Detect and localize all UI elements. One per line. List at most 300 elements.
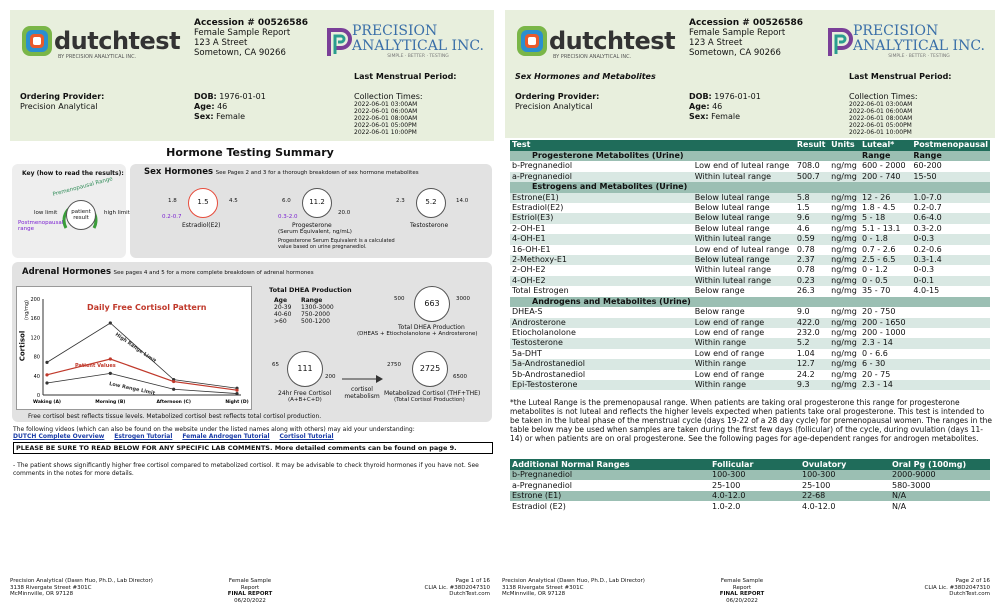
footer xyxy=(502,578,990,604)
footer-city: McMinnville, OR 97128 xyxy=(10,591,74,597)
table-cell: 15-50 xyxy=(911,172,990,182)
table-cell: 25-100 xyxy=(712,480,741,490)
section-row xyxy=(510,151,990,161)
table-cell xyxy=(911,349,990,359)
sex-head xyxy=(144,167,419,177)
footer-center xyxy=(220,578,280,604)
table-cell: 232.0 xyxy=(796,327,820,337)
table-cell: 0.59 xyxy=(795,234,829,244)
footer-lab: Precision Analytical (Dawn Huo, Ph.D., Lab Director) xyxy=(502,578,645,584)
table-cell: 100-300 xyxy=(710,470,800,481)
table-cell: 0-0.3 xyxy=(913,265,935,275)
analytical-word: ANALYTICAL INC. xyxy=(853,38,985,54)
table-cell: a-Pregnanediol xyxy=(512,480,572,490)
time-1: 2022-06-01 06:00AM xyxy=(354,108,418,115)
table-cell: 4-OH-E2 xyxy=(510,276,693,286)
footer-street: 3138 Rivergate Street #301C xyxy=(10,584,92,591)
table-cell: ng/mg xyxy=(831,161,857,171)
table-cell: Within luteal range xyxy=(693,172,795,182)
footer-report: Female Sample Report xyxy=(228,578,272,591)
table-cell: ng/mg xyxy=(831,307,857,317)
street: 123 A Street xyxy=(194,38,248,48)
table-cell: Total Estrogen xyxy=(512,286,569,296)
table-cell: ng/mg xyxy=(829,338,860,348)
report-header xyxy=(505,10,995,138)
table-cell: 4.0-12.0 xyxy=(802,501,836,511)
col-result: Result xyxy=(795,140,829,151)
precision-logo xyxy=(827,24,985,59)
key-high: high limit xyxy=(104,210,130,216)
provider-block xyxy=(20,92,104,112)
data-point xyxy=(172,380,175,383)
table-cell: 5a-DHT xyxy=(512,348,542,358)
precision-word: PRECISION xyxy=(853,23,939,39)
dutch-wordmark: dutchtest xyxy=(54,27,181,55)
table-cell: Estradiol(E2) xyxy=(512,203,564,213)
table-row xyxy=(510,318,990,328)
add-col-2: Ovulatory xyxy=(800,459,890,470)
table-row xyxy=(510,255,990,265)
precision-tagline: SIMPLE · BETTER · TESTING xyxy=(888,54,950,59)
table-cell: 5.8 xyxy=(795,193,829,203)
precision-logo-icon xyxy=(827,26,853,58)
table-cell: 0.3-1.4 xyxy=(911,255,990,265)
links-text: The following videos (which can also be found on the website under the listed names along with others) may aid your understanding: xyxy=(13,426,415,433)
lmp-label: Last Menstrual Period: xyxy=(849,72,952,81)
footer-final: FINAL REPORT xyxy=(227,591,273,597)
metabolized-cortisol-sub: (Total Cortisol Production) xyxy=(394,397,465,403)
table-row xyxy=(510,491,990,502)
table-cell: 200 - 740 xyxy=(860,172,911,182)
link-overview[interactable]: DUTCH Complete Overview xyxy=(13,433,105,440)
add-col-3: Oral Pg (100mg) xyxy=(890,459,990,470)
key-arc-label: Premenopausal Range xyxy=(52,176,114,198)
footer-right xyxy=(925,578,991,598)
table-cell: 500.7 xyxy=(795,172,829,182)
age-value: 46 xyxy=(712,102,723,111)
testosterone-gauge xyxy=(416,188,446,218)
table-cell: 0.78 xyxy=(796,265,815,275)
dhea-title: Total DHEA Production xyxy=(269,286,352,294)
table-cell: Estrone(E1) xyxy=(510,193,693,203)
table-cell: 2.3 - 14 xyxy=(860,338,911,348)
estradiol-low: 1.8 xyxy=(168,198,177,204)
col-luteal: Luteal* xyxy=(860,140,911,151)
dhea-gauge xyxy=(414,286,450,322)
footer-final: FINAL REPORT xyxy=(719,591,765,597)
table-row xyxy=(510,224,990,234)
table-cell: 600 - 2000 xyxy=(862,161,906,171)
dhea-range: 1300-3000 xyxy=(301,304,334,311)
link-cortisol[interactable]: Cortisol Tutorial xyxy=(279,433,334,440)
table-cell xyxy=(911,370,990,380)
footer-city: McMinnville, OR 97128 xyxy=(502,591,566,597)
dhea-age: 40-60 xyxy=(274,311,292,318)
lmp-label: Last Menstrual Period: xyxy=(354,72,457,81)
time-2: 2022-06-01 08:00AM xyxy=(849,115,913,122)
high-limit-label: High Range Limit xyxy=(113,331,158,365)
table-row xyxy=(510,501,990,512)
table-cell xyxy=(911,338,990,348)
progesterone-sub: (Serum Equivalent, ng/mL) xyxy=(278,229,352,235)
testosterone-value: 5.2 xyxy=(425,198,437,206)
table-cell: 20 - 750 xyxy=(862,307,896,317)
table-cell: Below luteal range xyxy=(694,203,770,213)
table-cell: 2.37 xyxy=(795,255,829,265)
dhea-age: >60 xyxy=(274,318,287,325)
precision-word: PRECISION xyxy=(352,23,438,39)
luteal-footnote: *the Luteal Range is the premenopausal range. When patients are taking oral progesterone this range for progesterone metabolites is not luteal and reflects the higher levels expected when patients take oral progesterone. This test is intended to be taken in the luteal phase of the menstrual cycle (days 19-22 of a 28 day cycle) for premenopausal women. The ranges in the table below may be used when samples are taken during the first few days (follicular) of the cycle, during ovulation (days 11-14) or when patients are on oral progesterone. See the following pages for age-dependent ranges for androgen metabolites. xyxy=(510,398,993,443)
table-cell xyxy=(829,151,860,161)
links-block xyxy=(13,426,493,440)
table-cell: 4-OH-E1 xyxy=(510,234,693,244)
table-cell: ng/mg xyxy=(829,193,860,203)
table-cell: Within luteal range xyxy=(693,276,795,286)
table-cell: 9.3 xyxy=(795,380,829,390)
free-cortisol-high: 200 xyxy=(325,374,336,380)
footer-date: 06/20/2022 xyxy=(234,597,266,604)
table-cell: ng/mg xyxy=(829,234,860,244)
sex-value: Female xyxy=(711,112,741,121)
footer-site: DutchTest.com xyxy=(949,591,990,597)
arrow-icon xyxy=(340,374,384,384)
cortisol-plot xyxy=(17,287,253,411)
table-cell: 9.6 xyxy=(795,213,829,223)
data-point xyxy=(45,361,48,364)
provider-name: Precision Analytical xyxy=(20,102,98,111)
table-cell: 4.6 xyxy=(796,223,810,233)
table-cell: 0 - 6.6 xyxy=(862,348,888,358)
free-cortisol-name: 24hr Free Cortisol xyxy=(278,390,332,397)
table-cell xyxy=(829,297,860,307)
table-cell: Etiocholanolone xyxy=(512,327,576,337)
table-cell: ng/mg xyxy=(829,172,860,182)
table-row xyxy=(510,470,990,481)
time-3: 2022-06-01 05:00PM xyxy=(849,122,912,129)
y-tick-label: 120 xyxy=(30,335,40,342)
dhea-range: 750-2000 xyxy=(301,311,330,318)
table-cell: ng/mg xyxy=(829,359,860,369)
table-cell xyxy=(795,182,829,192)
footer-street: 3138 Rivergate Street #301C xyxy=(502,584,584,591)
x-tick-label: Morning (B) xyxy=(95,400,126,405)
summary-title: Hormone Testing Summary xyxy=(166,146,334,159)
collection-times xyxy=(354,92,423,136)
table-cell: Below luteal range xyxy=(693,193,795,203)
y-tick-label: 80 xyxy=(33,354,40,361)
table-cell: 16-OH-E1 xyxy=(512,244,551,254)
sex-desc: See Pages 2 and 3 for a thorough breakdown of sex hormone metabolites xyxy=(215,170,419,176)
table-cell: a-Pregnanediol xyxy=(510,172,693,182)
table-cell: 2.5 - 6.5 xyxy=(860,255,911,265)
table-cell: b-Pregnanediol xyxy=(510,470,710,481)
table-cell: 0.23 xyxy=(795,276,829,286)
table-row xyxy=(510,349,990,359)
table-cell: 60-200 xyxy=(913,161,942,171)
dhea-range: 500-1200 xyxy=(301,318,330,325)
table-cell: Within range xyxy=(693,359,795,369)
table-cell: Epi-Testosterone xyxy=(510,380,693,390)
table-cell: 0.2-0.7 xyxy=(913,203,942,213)
provider-name: Precision Analytical xyxy=(515,102,593,111)
table-cell: Range xyxy=(860,151,911,161)
cortisol-chart xyxy=(16,286,252,410)
table-cell xyxy=(911,318,990,328)
x-tick-label: Waking (A) xyxy=(33,400,61,405)
sex-hormones-box xyxy=(130,164,492,258)
adrenal-foot: Free cortisol best reflects tissue levels. Metabolized cortisol best reflects total cortisol production. xyxy=(28,413,322,420)
table-cell: Low end of range xyxy=(693,318,795,328)
free-cortisol-gauge xyxy=(287,351,323,387)
table-cell: 0.7 - 2.6 xyxy=(862,244,896,254)
table-cell xyxy=(693,297,795,307)
key-title: Key (how to read the results): xyxy=(22,170,124,177)
table-cell: Range xyxy=(911,151,990,161)
collection-label: Collection Times: xyxy=(354,92,423,101)
table-cell: 200 - 1650 xyxy=(860,318,911,328)
range-header: Range xyxy=(301,297,323,304)
accession-block xyxy=(689,18,803,58)
table-cell: b-Pregnanediol xyxy=(512,161,573,171)
metabolized-cortisol-gauge xyxy=(412,351,448,387)
table-cell: 6 - 30 xyxy=(860,359,911,369)
dhea-value: 663 xyxy=(424,299,440,308)
metabolized-cortisol-name: Metabolized Cortisol (THF+THE) xyxy=(384,390,481,397)
age-header: Age xyxy=(274,297,288,304)
accession-number: Accession # 00526586 xyxy=(194,18,309,28)
table-cell: 5a-Androstanediol xyxy=(510,359,693,369)
table-cell: 35 - 70 xyxy=(862,286,891,296)
footer-clia: CLIA Lic. #38D2047310 xyxy=(924,584,990,591)
age-value: 46 xyxy=(217,102,228,111)
table-cell: Within range xyxy=(693,338,795,348)
data-point xyxy=(235,389,238,392)
col-test: Test xyxy=(510,140,693,151)
link-androgen[interactable]: Female Androgen Tutorial xyxy=(182,433,270,440)
table-cell: 20 - 75 xyxy=(862,369,891,379)
chart-title: Daily Free Cortisol Pattern xyxy=(87,303,207,312)
table-cell: Below luteal range xyxy=(693,255,795,265)
age-label: Age: xyxy=(194,102,215,111)
table-cell: Below range xyxy=(694,286,745,296)
city: Sometown, CA 90266 xyxy=(689,48,781,58)
table-cell: Low end of range xyxy=(694,348,765,358)
report-page-2 xyxy=(502,0,1000,612)
progesterone-gauge xyxy=(302,188,332,218)
table-cell: Within luteal range xyxy=(694,265,772,275)
table-row xyxy=(510,370,990,380)
adrenal-desc: See pages 4 and 5 for a more complete breakdown of adrenal hormones xyxy=(113,270,314,276)
metabolized-cortisol-low: 2750 xyxy=(387,362,401,368)
table-row xyxy=(510,338,990,348)
table-cell xyxy=(829,182,860,192)
table-cell: 422.0 xyxy=(795,318,829,328)
table-cell: Within luteal range xyxy=(693,234,795,244)
dob-value: 1976-01-01 xyxy=(219,92,266,101)
report-name: Female Sample Report xyxy=(689,28,786,38)
adrenal-title: Adrenal Hormones xyxy=(22,267,111,277)
analytical-word: ANALYTICAL INC. xyxy=(352,38,484,54)
table-cell: 2.3 - 14 xyxy=(860,380,911,390)
table-cell: 1.0-2.0 xyxy=(712,501,741,511)
provider-block xyxy=(515,92,599,112)
table-row xyxy=(510,213,990,223)
table-row xyxy=(510,307,990,317)
table-cell xyxy=(860,297,911,307)
table-cell: ng/mg xyxy=(831,223,857,233)
col-status xyxy=(693,140,795,151)
table-cell: Low end of range xyxy=(694,369,765,379)
dhea-age: 20-39 xyxy=(274,304,292,311)
provider-label: Ordering Provider: xyxy=(515,92,600,101)
results-table xyxy=(510,140,990,390)
table-cell: ng/mg xyxy=(829,255,860,265)
add-col-0: Additional Normal Ranges xyxy=(510,459,710,470)
table-cell: Estradiol (E2) xyxy=(512,501,566,511)
dutch-logo xyxy=(515,24,675,58)
section-row xyxy=(510,297,990,307)
table-cell: ng/mg xyxy=(831,203,857,213)
table-cell: 0.78 xyxy=(796,244,815,254)
section-title: Sex Hormones and Metabolites xyxy=(515,72,656,81)
dob-value: 1976-01-01 xyxy=(714,92,761,101)
y-tick-label: 0 xyxy=(36,393,40,399)
table-cell: 1.04 xyxy=(796,348,815,358)
table-row xyxy=(510,234,990,244)
dutch-logo-icon xyxy=(515,24,549,58)
time-3: 2022-06-01 05:00PM xyxy=(354,122,417,129)
table-cell xyxy=(693,182,795,192)
collection-label: Collection Times: xyxy=(849,92,918,101)
dhea-table xyxy=(274,297,334,325)
table-cell: ng/mg xyxy=(831,327,857,337)
patient-block xyxy=(689,92,761,122)
table-row xyxy=(510,161,990,171)
table-cell: 708.0 xyxy=(796,161,820,171)
precision-logo xyxy=(326,24,484,59)
table-row xyxy=(510,480,990,491)
table-cell: 0-0.3 xyxy=(911,234,990,244)
dob-label: DOB: xyxy=(194,92,217,101)
dutch-submark: BY PRECISION ANALYTICAL INC. xyxy=(58,54,137,60)
key-center: patient result xyxy=(71,209,91,221)
table-cell: ng/mg xyxy=(829,318,860,328)
table-cell: 0 - 1.8 xyxy=(860,234,911,244)
y-axis-label: Cortisol xyxy=(18,330,27,362)
data-point xyxy=(235,392,238,395)
estradiol-value: 1.5 xyxy=(197,198,209,206)
table-cell: 580-3000 xyxy=(892,480,931,490)
page-number: Page 1 of 16 xyxy=(455,578,490,584)
table-cell: 200 - 1000 xyxy=(862,327,906,337)
progesterone-low: 6.0 xyxy=(282,198,291,204)
sex-label: Sex: xyxy=(194,112,214,121)
col-post: Postmenopausal xyxy=(913,140,988,150)
testosterone-high: 14.0 xyxy=(456,198,469,204)
dutch-wordmark: dutchtest xyxy=(549,27,676,55)
low-limit-label: Low Range Limit xyxy=(108,381,156,397)
table-cell: 24.2 xyxy=(796,369,815,379)
footer-date: 06/20/2022 xyxy=(726,597,758,604)
footer-center xyxy=(712,578,772,604)
table-row xyxy=(510,286,990,296)
footer-right xyxy=(425,578,491,598)
table-cell: DHEA-S xyxy=(512,307,543,317)
precision-logo-icon xyxy=(326,26,352,58)
table-cell: 100-300 xyxy=(800,470,890,481)
table-cell: Androgens and Metabolites (Urine) xyxy=(510,297,693,307)
precision-tagline: SIMPLE · BETTER · TESTING xyxy=(387,54,449,59)
table-cell: ng/mg xyxy=(831,369,857,379)
table-cell: ng/mg xyxy=(831,286,857,296)
table-cell: 12.7 xyxy=(795,359,829,369)
accession-number: Accession # 00526586 xyxy=(689,18,804,28)
table-cell: 0-0.1 xyxy=(911,276,990,286)
estradiol-name: Estradiol(E2) xyxy=(182,222,221,229)
data-point xyxy=(109,357,112,360)
progesterone-name: Progesterone xyxy=(292,222,332,229)
data-point xyxy=(45,381,48,384)
footer-site: DutchTest.com xyxy=(449,591,490,597)
free-cortisol-value: 111 xyxy=(297,364,313,373)
link-estrogen[interactable]: Estrogen Tutorial xyxy=(114,433,173,440)
table-cell: Estrone (E1) xyxy=(510,491,710,502)
table-row xyxy=(510,380,990,390)
report-header xyxy=(10,10,494,141)
patient-block xyxy=(194,92,266,122)
table-cell xyxy=(911,380,990,390)
table-cell: 12 - 26 xyxy=(860,193,911,203)
accession-block xyxy=(194,18,308,58)
data-point xyxy=(109,321,112,324)
table-cell xyxy=(911,307,990,317)
key-post: Postmenopausal range xyxy=(18,220,64,232)
page-number: Page 2 of 16 xyxy=(955,578,990,584)
table-cell: Below luteal range xyxy=(693,213,795,223)
table-cell: Testosterone xyxy=(510,338,693,348)
estradiol-post: 0.2-0.7 xyxy=(162,214,182,220)
testosterone-name: Testosterone xyxy=(410,222,449,229)
time-2: 2022-06-01 08:00AM xyxy=(354,115,418,122)
dhea-name: Total DHEA Production xyxy=(398,324,465,331)
key-low: low limit xyxy=(34,210,58,216)
footer-lab: Precision Analytical (Dawn Huo, Ph.D., Lab Director) xyxy=(10,578,153,584)
table-cell xyxy=(795,297,829,307)
provider-label: Ordering Provider: xyxy=(20,92,105,101)
key-box xyxy=(12,164,130,258)
table-cell: ng/mg xyxy=(829,213,860,223)
table-cell xyxy=(860,182,911,192)
free-cortisol-low: 65 xyxy=(272,362,279,368)
table-cell: 1.5 xyxy=(796,203,810,213)
table-cell: 25-100 xyxy=(802,480,831,490)
table-row xyxy=(510,245,990,255)
age-label: Age: xyxy=(689,102,710,111)
table-cell: 0 - 0.5 xyxy=(860,276,911,286)
dhea-sub: (DHEAS + Etiocholanolone + Androsterone) xyxy=(357,331,478,337)
testosterone-low: 2.3 xyxy=(396,198,405,204)
time-0: 2022-06-01 03:00AM xyxy=(354,101,418,108)
table-cell: Below range xyxy=(694,307,745,317)
sex-title: Sex Hormones xyxy=(144,167,214,177)
table-row xyxy=(510,276,990,286)
table-cell: 1.8 - 4.5 xyxy=(862,203,896,213)
table-cell: 2-Methoxy-E1 xyxy=(510,255,693,265)
x-tick-label: Afternoon (C) xyxy=(156,400,191,405)
table-cell: ng/mg xyxy=(829,380,860,390)
table-cell: 2-OH-E2 xyxy=(512,265,546,275)
table-cell xyxy=(911,328,990,338)
